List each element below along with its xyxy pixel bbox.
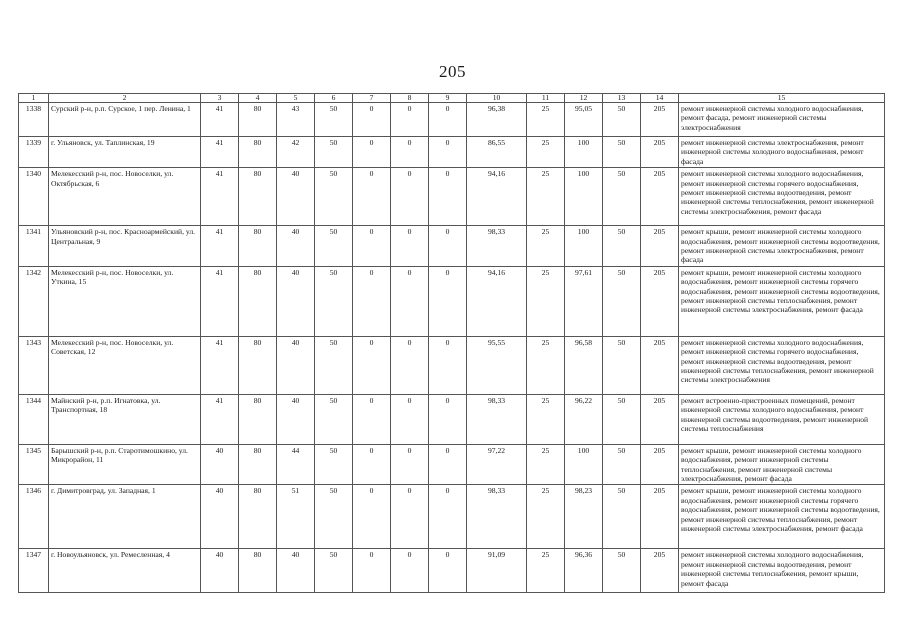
value-cell: 50 bbox=[603, 549, 641, 593]
header-cell: 1 bbox=[19, 94, 49, 103]
header-cell: 4 bbox=[239, 94, 277, 103]
value-cell: 86,55 bbox=[467, 137, 527, 168]
value-cell: 0 bbox=[391, 444, 429, 485]
value-cell: 97,61 bbox=[565, 266, 603, 336]
value-cell: 100 bbox=[565, 226, 603, 267]
value-cell: 0 bbox=[391, 394, 429, 444]
value-cell: 80 bbox=[239, 226, 277, 267]
value-cell: 98,23 bbox=[565, 485, 603, 549]
header-cell: 15 bbox=[679, 94, 885, 103]
header-cell: 14 bbox=[641, 94, 679, 103]
value-cell: 80 bbox=[239, 485, 277, 549]
value-cell: 0 bbox=[353, 226, 391, 267]
address-cell: Ульяновский р-н, пос. Красноармейский, ул. Центральная, 9 bbox=[49, 226, 201, 267]
value-cell: 50 bbox=[315, 226, 353, 267]
value-cell: 50 bbox=[603, 168, 641, 226]
value-cell: 41 bbox=[201, 168, 239, 226]
value-cell: 50 bbox=[603, 266, 641, 336]
value-cell: 50 bbox=[315, 266, 353, 336]
value-cell: 42 bbox=[277, 137, 315, 168]
value-cell: 0 bbox=[391, 549, 429, 593]
value-cell: 96,38 bbox=[467, 103, 527, 137]
value-cell: 0 bbox=[391, 226, 429, 267]
value-cell: 50 bbox=[315, 336, 353, 394]
address-cell: г. Новоульяновск, ул. Ремесленная, 4 bbox=[49, 549, 201, 593]
value-cell: 41 bbox=[201, 226, 239, 267]
header-cell: 7 bbox=[353, 94, 391, 103]
value-cell: 80 bbox=[239, 336, 277, 394]
table-row bbox=[19, 137, 885, 168]
value-cell: 0 bbox=[429, 444, 467, 485]
value-cell: 25 bbox=[527, 336, 565, 394]
value-cell: 0 bbox=[429, 266, 467, 336]
value-cell: 41 bbox=[201, 336, 239, 394]
value-cell: 25 bbox=[527, 103, 565, 137]
value-cell: 205 bbox=[641, 485, 679, 549]
row-number: 1346 bbox=[19, 485, 49, 549]
value-cell: 50 bbox=[603, 444, 641, 485]
value-cell: 205 bbox=[641, 226, 679, 267]
value-cell: 96,36 bbox=[565, 549, 603, 593]
value-cell: 40 bbox=[277, 168, 315, 226]
row-number: 1339 bbox=[19, 137, 49, 168]
value-cell: 43 bbox=[277, 103, 315, 137]
value-cell: 50 bbox=[315, 444, 353, 485]
value-cell: 100 bbox=[565, 444, 603, 485]
header-cell: 5 bbox=[277, 94, 315, 103]
value-cell: 98,33 bbox=[467, 485, 527, 549]
value-cell: 50 bbox=[603, 336, 641, 394]
works-cell: ремонт инженерной системы холодного водоснабжения, ремонт фасада, ремонт инженерной системы электроснабжения bbox=[679, 103, 885, 137]
row-number: 1345 bbox=[19, 444, 49, 485]
value-cell: 80 bbox=[239, 444, 277, 485]
value-cell: 0 bbox=[429, 168, 467, 226]
row-number: 1347 bbox=[19, 549, 49, 593]
header-cell: 9 bbox=[429, 94, 467, 103]
address-cell: Барышский р-н, р.п. Старотимошкино, ул. Микрорайон, 11 bbox=[49, 444, 201, 485]
value-cell: 40 bbox=[277, 549, 315, 593]
header-cell: 11 bbox=[527, 94, 565, 103]
value-cell: 0 bbox=[429, 137, 467, 168]
value-cell: 50 bbox=[315, 103, 353, 137]
value-cell: 205 bbox=[641, 137, 679, 168]
value-cell: 40 bbox=[201, 444, 239, 485]
value-cell: 40 bbox=[277, 226, 315, 267]
value-cell: 50 bbox=[603, 103, 641, 137]
value-cell: 0 bbox=[353, 137, 391, 168]
works-cell: ремонт крыши, ремонт инженерной системы холодного водоснабжения, ремонт инженерной системы горячего водоснабжения, ремонт инженерной системы водоотведения, ремонт инженерной системы теплоснабжения, ремонт инженерной системы электроснабжения, ремонт фасада bbox=[679, 266, 885, 336]
header-cell: 13 bbox=[603, 94, 641, 103]
value-cell: 0 bbox=[429, 549, 467, 593]
value-cell: 0 bbox=[353, 266, 391, 336]
value-cell: 50 bbox=[315, 485, 353, 549]
header-row bbox=[19, 94, 885, 103]
value-cell: 95,55 bbox=[467, 336, 527, 394]
value-cell: 100 bbox=[565, 137, 603, 168]
value-cell: 40 bbox=[201, 549, 239, 593]
value-cell: 0 bbox=[353, 444, 391, 485]
address-cell: Сурский р-н, р.п. Сурское, 1 пер. Ленина, 1 bbox=[49, 103, 201, 137]
value-cell: 205 bbox=[641, 394, 679, 444]
value-cell: 80 bbox=[239, 266, 277, 336]
value-cell: 95,05 bbox=[565, 103, 603, 137]
value-cell: 25 bbox=[527, 168, 565, 226]
table-row bbox=[19, 444, 885, 485]
value-cell: 25 bbox=[527, 226, 565, 267]
value-cell: 0 bbox=[353, 336, 391, 394]
value-cell: 80 bbox=[239, 137, 277, 168]
row-number: 1343 bbox=[19, 336, 49, 394]
value-cell: 0 bbox=[391, 168, 429, 226]
value-cell: 0 bbox=[429, 394, 467, 444]
value-cell: 0 bbox=[391, 485, 429, 549]
works-cell: ремонт инженерной системы холодного водоснабжения, ремонт инженерной системы горячего водоснабжения, ремонт инженерной системы водоотведения, ремонт инженерной системы теплоснабжения, ремонт инженерной системы электроснабжения bbox=[679, 336, 885, 394]
value-cell: 51 bbox=[277, 485, 315, 549]
value-cell: 205 bbox=[641, 336, 679, 394]
value-cell: 96,58 bbox=[565, 336, 603, 394]
value-cell: 41 bbox=[201, 266, 239, 336]
value-cell: 205 bbox=[641, 266, 679, 336]
value-cell: 0 bbox=[429, 485, 467, 549]
value-cell: 80 bbox=[239, 103, 277, 137]
table-row bbox=[19, 168, 885, 226]
works-cell: ремонт встроенно-пристроенных помещений, ремонт инженерной системы холодного водоснабжения, ремонт инженерной системы водоотведения, ремонт инженерной системы теплоснабжения bbox=[679, 394, 885, 444]
address-cell: г. Димитровград, ул. Западная, 1 bbox=[49, 485, 201, 549]
table-row bbox=[19, 103, 885, 137]
value-cell: 0 bbox=[353, 394, 391, 444]
value-cell: 205 bbox=[641, 549, 679, 593]
value-cell: 41 bbox=[201, 394, 239, 444]
value-cell: 0 bbox=[391, 137, 429, 168]
address-cell: Майнский р-н, р.п. Игнатовка, ул. Транспортная, 18 bbox=[49, 394, 201, 444]
row-number: 1338 bbox=[19, 103, 49, 137]
header-cell: 8 bbox=[391, 94, 429, 103]
value-cell: 25 bbox=[527, 549, 565, 593]
value-cell: 0 bbox=[353, 168, 391, 226]
value-cell: 97,22 bbox=[467, 444, 527, 485]
value-cell: 50 bbox=[315, 394, 353, 444]
value-cell: 25 bbox=[527, 444, 565, 485]
value-cell: 50 bbox=[603, 394, 641, 444]
value-cell: 205 bbox=[641, 103, 679, 137]
value-cell: 40 bbox=[201, 485, 239, 549]
value-cell: 98,33 bbox=[467, 394, 527, 444]
value-cell: 91,09 bbox=[467, 549, 527, 593]
value-cell: 0 bbox=[353, 103, 391, 137]
value-cell: 50 bbox=[315, 168, 353, 226]
table-row bbox=[19, 485, 885, 549]
works-cell: ремонт инженерной системы холодного водоснабжения, ремонт инженерной системы горячего водоснабжения, ремонт инженерной системы водоотведения, ремонт инженерной системы теплоснабжения, ремонт инженерной системы электроснабжения, ремонт фасада bbox=[679, 168, 885, 226]
value-cell: 40 bbox=[277, 394, 315, 444]
value-cell: 0 bbox=[429, 103, 467, 137]
value-cell: 94,16 bbox=[467, 266, 527, 336]
works-cell: ремонт крыши, ремонт инженерной системы холодного водоснабжения, ремонт инженерной системы водоотведения, ремонт инженерной системы электроснабжения, ремонт фасада bbox=[679, 226, 885, 267]
value-cell: 50 bbox=[603, 137, 641, 168]
value-cell: 80 bbox=[239, 168, 277, 226]
value-cell: 44 bbox=[277, 444, 315, 485]
address-cell: г. Ульяновск, ул. Таплинская, 19 bbox=[49, 137, 201, 168]
value-cell: 25 bbox=[527, 394, 565, 444]
value-cell: 25 bbox=[527, 137, 565, 168]
value-cell: 0 bbox=[429, 226, 467, 267]
value-cell: 40 bbox=[277, 266, 315, 336]
value-cell: 96,22 bbox=[565, 394, 603, 444]
repair-schedule-table bbox=[18, 93, 885, 593]
value-cell: 0 bbox=[391, 266, 429, 336]
value-cell: 0 bbox=[353, 549, 391, 593]
header-cell: 6 bbox=[315, 94, 353, 103]
value-cell: 50 bbox=[603, 226, 641, 267]
row-number: 1340 bbox=[19, 168, 49, 226]
value-cell: 50 bbox=[315, 549, 353, 593]
value-cell: 50 bbox=[315, 137, 353, 168]
value-cell: 80 bbox=[239, 549, 277, 593]
value-cell: 0 bbox=[353, 485, 391, 549]
address-cell: Мелекесский р-н, пос. Новоселки, ул. Советская, 12 bbox=[49, 336, 201, 394]
value-cell: 98,33 bbox=[467, 226, 527, 267]
value-cell: 25 bbox=[527, 485, 565, 549]
value-cell: 205 bbox=[641, 444, 679, 485]
value-cell: 41 bbox=[201, 137, 239, 168]
works-cell: ремонт инженерной системы холодного водоснабжения, ремонт инженерной системы водоотведения, ремонт инженерной системы теплоснабжения, ремонт крыши, ремонт фасада bbox=[679, 549, 885, 593]
row-number: 1341 bbox=[19, 226, 49, 267]
value-cell: 80 bbox=[239, 394, 277, 444]
value-cell: 41 bbox=[201, 103, 239, 137]
value-cell: 40 bbox=[277, 336, 315, 394]
table-row bbox=[19, 394, 885, 444]
header-cell: 12 bbox=[565, 94, 603, 103]
table-row bbox=[19, 226, 885, 267]
address-cell: Мелекесский р-н, пос. Новоселки, ул. Октябрьская, 6 bbox=[49, 168, 201, 226]
header-cell: 3 bbox=[201, 94, 239, 103]
works-cell: ремонт инженерной системы электроснабжения, ремонт инженерной системы холодного водоснабжения, ремонт фасада bbox=[679, 137, 885, 168]
address-cell: Мелекесский р-н, пос. Новоселки, ул. Уткина, 15 bbox=[49, 266, 201, 336]
table-row bbox=[19, 336, 885, 394]
value-cell: 205 bbox=[641, 168, 679, 226]
value-cell: 25 bbox=[527, 266, 565, 336]
value-cell: 100 bbox=[565, 168, 603, 226]
value-cell: 0 bbox=[391, 336, 429, 394]
works-cell: ремонт крыши, ремонт инженерной системы холодного водоснабжения, ремонт инженерной системы горячего водоснабжения, ремонт инженерной системы водоотведения, ремонт инженерной системы теплоснабжения, ремонт инженерной системы электроснабжения, ремонт фасада bbox=[679, 485, 885, 549]
page-number: 205 bbox=[439, 62, 466, 81]
value-cell: 94,16 bbox=[467, 168, 527, 226]
header-cell: 2 bbox=[49, 94, 201, 103]
value-cell: 0 bbox=[429, 336, 467, 394]
works-cell: ремонт крыши, ремонт инженерной системы холодного водоснабжения, ремонт инженерной системы теплоснабжения, ремонт инженерной системы электроснабжения, ремонт фасада bbox=[679, 444, 885, 485]
header-cell: 10 bbox=[467, 94, 527, 103]
value-cell: 0 bbox=[391, 103, 429, 137]
value-cell: 50 bbox=[603, 485, 641, 549]
row-number: 1344 bbox=[19, 394, 49, 444]
table-row bbox=[19, 549, 885, 593]
table-row bbox=[19, 266, 885, 336]
row-number: 1342 bbox=[19, 266, 49, 336]
